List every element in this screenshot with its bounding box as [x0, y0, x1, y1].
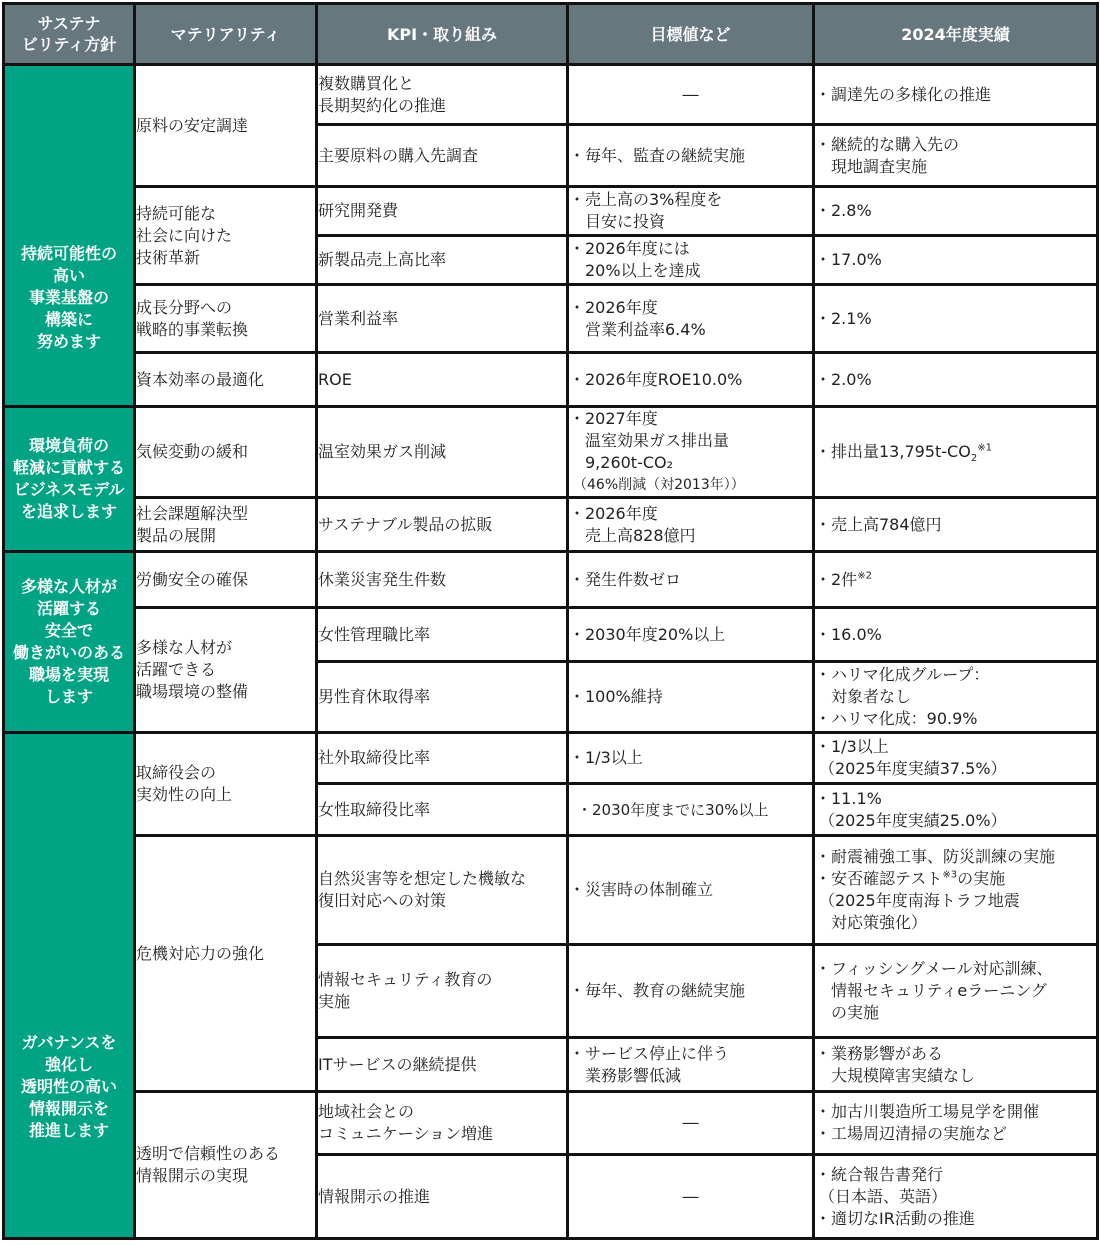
result-line: ・2.8%: [815, 201, 872, 220]
kpi-cell: [317, 945, 568, 1038]
policy-line: 透明性の高い: [20, 1077, 117, 1096]
target-line: ・毎年、監査の継続実施: [569, 145, 746, 165]
materiality-cell: [135, 407, 317, 498]
materiality-line: 労働安全の確保: [136, 569, 249, 589]
kpi-line: 休業災害発生件数: [318, 569, 447, 589]
target-line: ・売上高の3%程度を: [569, 190, 723, 209]
kpi-line: 研究開発費: [318, 201, 399, 220]
materiality-cell: [135, 608, 317, 733]
policy-line: します: [44, 687, 93, 706]
materiality-line: 戦略的事業転換: [136, 319, 249, 339]
kpi-line: サステナブル製品の拡販: [318, 514, 493, 534]
header-result: 2024年度実績: [814, 4, 1098, 65]
table-row: [4, 608, 1098, 662]
header-policy-line: ビリティ方針: [21, 35, 117, 54]
kpi-cell: [317, 125, 568, 187]
materiality-cell: [135, 498, 317, 552]
target-line: ・2026年度: [569, 503, 658, 523]
target-cell: [568, 285, 814, 353]
footnote-mark: ※1: [977, 442, 992, 454]
target-cell: [568, 187, 814, 236]
result-line: ・耐震補強工事、防災訓練の実施: [815, 847, 1056, 866]
materiality-line: 透明で信頼性のある: [136, 1144, 281, 1163]
materiality-line: 製品の展開: [136, 525, 217, 545]
result-line: ・2.1%: [815, 308, 872, 328]
result-line: ・継続的な購入先の: [815, 134, 960, 154]
table-row: [4, 552, 1098, 608]
target-cell: [568, 1092, 814, 1155]
result-text: の実施: [957, 869, 1006, 888]
materiality-cell: [135, 353, 317, 407]
policy-line: 軽減に貢献する: [12, 458, 125, 477]
result-line: ・業務影響がある: [815, 1043, 944, 1063]
kpi-cell: [317, 784, 568, 836]
target-cell: [568, 662, 814, 733]
result-cell: [814, 353, 1098, 407]
header-materiality: マテリアリティ: [135, 4, 317, 65]
materiality-line: 資本効率の最適化: [136, 369, 265, 389]
result-line: [815, 569, 1096, 591]
target-cell: [568, 1155, 814, 1239]
target-line: 9,260t-CO₂: [585, 453, 674, 472]
materiality-line: 社会に向けた: [136, 225, 233, 245]
policy-line: 働きがいのある: [12, 643, 125, 662]
target-cell: [568, 498, 814, 552]
result-line: 対応策強化）: [831, 913, 928, 932]
header-policy: [4, 4, 135, 65]
materiality-cell: [135, 187, 317, 285]
target-cell: [568, 65, 814, 125]
result-cell: [814, 1092, 1098, 1155]
materiality-line: 職場環境の整備: [136, 682, 249, 701]
result-line: （日本語、英語）: [819, 1186, 948, 1206]
policy-line: 持続可能性の: [20, 243, 117, 263]
kpi-cell: [317, 187, 568, 236]
kpi-cell: [317, 285, 568, 353]
kpi-line: 主要原料の購入先調査: [318, 145, 479, 165]
kpi-cell: [317, 1092, 568, 1155]
table-row: [4, 498, 1098, 552]
result-line: （2025年度実績25.0%）: [819, 810, 1007, 830]
materiality-cell: [135, 1092, 317, 1239]
policy-cell: [4, 552, 135, 733]
kpi-line: 自然災害等を想定した機敏な: [318, 869, 527, 888]
result-line: ・16.0%: [815, 624, 882, 644]
result-line: 現地調査実施: [831, 156, 928, 176]
result-cell: [814, 125, 1098, 187]
table-row: [4, 65, 1098, 125]
kpi-line: 社外取締役比率: [318, 748, 431, 767]
kpi-line: 男性育休取得率: [318, 687, 431, 706]
policy-line: 職場を実現: [28, 665, 109, 684]
target-line: 営業利益率6.4%: [585, 319, 706, 339]
table-row: [4, 836, 1098, 945]
kpi-line: 新製品売上高比率: [318, 250, 447, 269]
kpi-cell: [317, 65, 568, 125]
policy-line: 高い: [52, 265, 85, 285]
result-cell: [814, 498, 1098, 552]
kpi-line: 情報セキュリティ教育の: [318, 970, 493, 989]
policy-line: 推進します: [28, 1121, 109, 1140]
result-cell: [814, 784, 1098, 836]
result-cell: [814, 552, 1098, 608]
header-policy-line: サステナ: [37, 14, 101, 33]
target-line: 目安に投資: [585, 212, 666, 231]
result-line: ・2.0%: [815, 369, 872, 389]
materiality-line: 取締役会の: [136, 763, 217, 782]
target-cell: [568, 1038, 814, 1092]
kpi-cell: [317, 608, 568, 662]
policy-line: 環境負荷の: [28, 436, 109, 455]
footnote-mark: ※3: [942, 869, 958, 881]
kpi-line: 長期契約化の推進: [318, 95, 447, 115]
target-line: 温室効果ガス排出量: [585, 431, 730, 450]
policy-line: ガバナンスを: [21, 1033, 117, 1052]
result-cell: [814, 1038, 1098, 1092]
target-line: 業務影響低減: [585, 1065, 682, 1085]
policy-line: を追求します: [20, 502, 117, 521]
result-text: ・2件: [815, 569, 858, 589]
materiality-line: 社会課題解決型: [136, 503, 249, 523]
target-line: ・1/3以上: [569, 748, 643, 767]
kpi-line: 地域社会との: [318, 1102, 415, 1121]
result-line: （2025年度実績37.5%）: [819, 759, 1007, 778]
result-line: ・売上高784億円: [815, 514, 942, 534]
result-cell: [814, 236, 1098, 285]
target-cell: [568, 733, 814, 784]
kpi-cell: [317, 1155, 568, 1239]
target-line: ・2030年度20%以上: [569, 624, 726, 644]
materiality-line: 活躍できる: [136, 660, 217, 679]
kpi-line: 営業利益率: [318, 308, 399, 328]
target-line: ・2027年度: [569, 409, 658, 428]
kpi-line: ROE: [318, 369, 352, 389]
materiality-cell: [135, 552, 317, 608]
kpi-line: ITサービスの継続提供: [318, 1054, 477, 1074]
materiality-cell: [135, 65, 317, 187]
materiality-cell: [135, 836, 317, 1092]
result-cell: [814, 65, 1098, 125]
materiality-line: 危機対応力の強化: [136, 944, 265, 963]
kpi-line: 復旧対応への対策: [318, 891, 447, 910]
policy-line: 安全で: [44, 621, 93, 640]
materiality-line: 情報開示の実現: [136, 1166, 249, 1185]
target-cell: [568, 125, 814, 187]
result-line: 対象者なし: [831, 687, 912, 706]
table-row: [4, 1092, 1098, 1155]
result-cell: [814, 662, 1098, 733]
kpi-cell: [317, 1038, 568, 1092]
kpi-line: 女性取締役比率: [318, 799, 431, 819]
result-cell: [814, 407, 1098, 498]
target-cell: [568, 945, 814, 1038]
materiality-line: 原料の安定調達: [136, 115, 249, 135]
policy-line: 活躍する: [36, 599, 101, 618]
result-line: [815, 868, 1096, 890]
kpi-line: 実施: [318, 992, 351, 1011]
result-line: ・1/3以上: [815, 737, 889, 756]
result-line: （2025年度南海トラフ地震: [819, 891, 1020, 910]
materiality-line: 多様な人材が: [136, 638, 233, 657]
result-cell: [814, 945, 1098, 1038]
result-cell: [814, 285, 1098, 353]
result-text: ・排出量13,795t-CO: [815, 442, 971, 461]
target-cell: [568, 407, 814, 498]
result-line: ・ハリマ化成：90.9%: [815, 709, 978, 728]
kpi-cell: [317, 836, 568, 945]
kpi-cell: [317, 353, 568, 407]
target-line: ・100%維持: [569, 687, 663, 706]
result-cell: [814, 187, 1098, 236]
footnote-mark: ※2: [857, 570, 872, 582]
table-row: [4, 407, 1098, 498]
kpi-line: 温室効果ガス削減: [318, 442, 447, 461]
kpi-cell: [317, 407, 568, 498]
materiality-line: 成長分野への: [136, 297, 233, 317]
policy-cell: [4, 65, 135, 407]
materiality-cell: [135, 285, 317, 353]
policy-line: ビジネスモデル: [13, 480, 125, 499]
result-line: ・調達先の多様化の推進: [815, 84, 992, 104]
materiality-line: 気候変動の緩和: [136, 442, 249, 461]
result-line: ・フィッシングメール対応訓練、: [815, 959, 1053, 978]
result-line: ・適切なIR活動の推進: [815, 1208, 975, 1228]
header-row: [4, 4, 1098, 65]
result-text: ・安否確認テスト: [815, 869, 943, 888]
result-line: [815, 441, 1096, 463]
sustainability-kpi-table: [2, 2, 1099, 1240]
target-line: （46%削減（対2013年））: [573, 477, 745, 493]
policy-line: 情報開示を: [28, 1099, 109, 1118]
kpi-cell: [317, 733, 568, 784]
kpi-cell: [317, 552, 568, 608]
policy-line: 多様な人材が: [20, 577, 117, 596]
result-line: の実施: [831, 1003, 880, 1022]
result-cell: [814, 733, 1098, 784]
table-row: [4, 285, 1098, 353]
target-line: ―: [682, 84, 699, 104]
target-cell: [568, 552, 814, 608]
target-line: 20%以上を達成: [585, 261, 701, 280]
target-cell: [568, 836, 814, 945]
result-line: 情報セキュリティeラーニング: [831, 981, 1047, 1000]
kpi-cell: [317, 236, 568, 285]
policy-line: 強化し: [44, 1055, 93, 1074]
materiality-line: 技術革新: [136, 247, 201, 267]
policy-line: 事業基盤の: [28, 287, 109, 307]
result-cell: [814, 836, 1098, 945]
header-kpi: KPI・取り組み: [317, 4, 568, 65]
kpi-line: 情報開示の推進: [318, 1186, 431, 1206]
result-line: ・加古川製造所工場見学を開催: [815, 1102, 1040, 1121]
kpi-cell: [317, 498, 568, 552]
result-line: ・統合報告書発行: [815, 1164, 944, 1184]
result-cell: [814, 608, 1098, 662]
target-line: ・2026年度: [569, 297, 658, 317]
target-line: ・2026年度には: [569, 239, 690, 258]
target-line: ・発生件数ゼロ: [569, 569, 682, 589]
result-line: ・11.1%: [815, 788, 882, 808]
result-line: ・17.0%: [815, 250, 882, 269]
materiality-line: 持続可能な: [136, 203, 217, 223]
kpi-cell: [317, 662, 568, 733]
target-line: 売上高828億円: [585, 525, 696, 545]
kpi-line: コミュニケーション増進: [318, 1124, 494, 1143]
target-line: ・サービス停止に伴う: [569, 1043, 730, 1063]
table-row: [4, 353, 1098, 407]
result-line: 大規模障害実績なし: [831, 1065, 976, 1085]
materiality-line: 実効性の向上: [136, 785, 233, 804]
target-line: ・2026年度ROE10.0%: [569, 369, 743, 389]
target-cell: [568, 608, 814, 662]
policy-cell: [4, 407, 135, 552]
result-cell: [814, 1155, 1098, 1239]
kpi-line: 複数購買化と: [318, 73, 415, 93]
policy-line: 努めます: [36, 331, 101, 351]
policy-cell: [4, 733, 135, 1239]
table-row: [4, 187, 1098, 236]
result-line: ・ハリマ化成グループ：: [815, 665, 990, 684]
subscript: 2: [970, 453, 978, 465]
target-line: ―: [682, 1113, 699, 1132]
policy-line: 構築に: [44, 309, 93, 329]
target-cell: [568, 353, 814, 407]
target-cell: [568, 784, 814, 836]
result-line: ・工場周辺清掃の実施など: [815, 1124, 1008, 1143]
target-line: ・2030年度までに30%以上: [577, 800, 769, 819]
table-row: [4, 733, 1098, 784]
materiality-cell: [135, 733, 317, 836]
kpi-line: 女性管理職比率: [318, 624, 431, 644]
target-line: ―: [682, 1186, 699, 1206]
target-line: ・災害時の体制確立: [569, 880, 714, 899]
target-cell: [568, 236, 814, 285]
target-line: ・毎年、教育の継続実施: [569, 981, 746, 1000]
header-target: 目標値など: [568, 4, 814, 65]
